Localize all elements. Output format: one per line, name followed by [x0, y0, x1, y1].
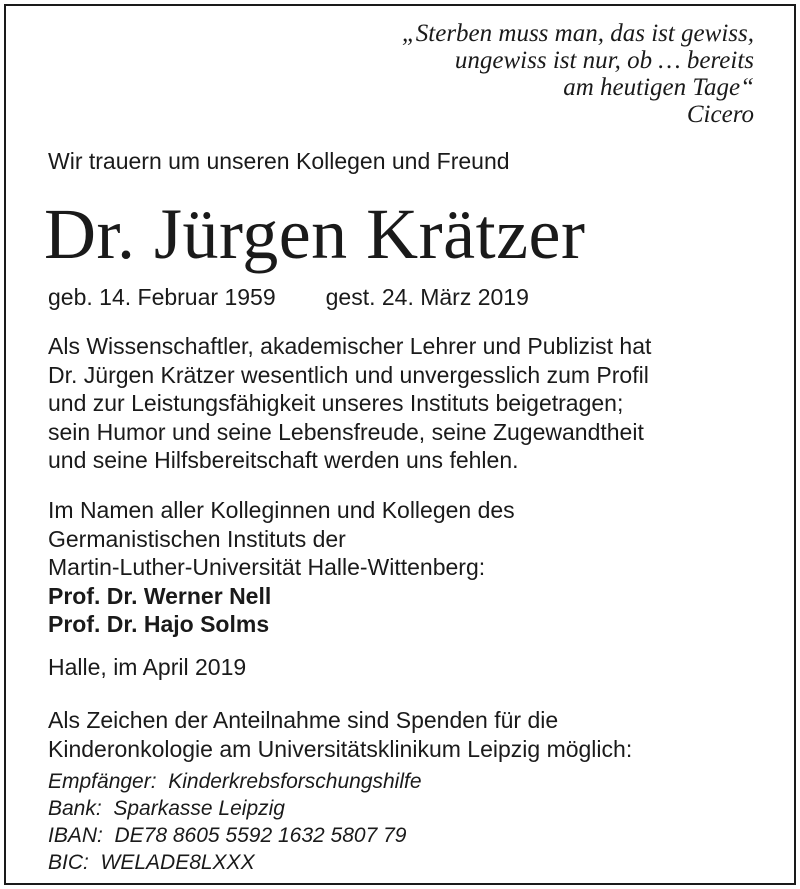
life-dates [48, 284, 529, 311]
bank-details [48, 768, 422, 876]
tribute-line: und seine Hilfsbereitschaft werden uns fehlen. [48, 447, 519, 473]
tribute-paragraph [48, 332, 651, 475]
birth-date: geb. 14. Februar 1959 [48, 284, 276, 310]
signature-line: Martin-Luther-Universität Halle-Wittenberg: [48, 554, 486, 580]
bank-bic: BIC: WELADE8LXXX [48, 851, 255, 874]
signature-line: Im Namen aller Kolleginnen und Kollegen des [48, 497, 515, 523]
intro-text: Wir trauern um unseren Kollegen und Freund [48, 148, 510, 174]
quote-line: ungewiss ist nur, ob … bereits [454, 47, 754, 74]
bank-recipient: Empfänger: Kinderkrebsforschungshilfe [48, 770, 422, 793]
death-date: gest. 24. März 2019 [325, 284, 529, 310]
epigraph-quote [402, 20, 754, 128]
signer-name: Prof. Dr. Hajo Solms [48, 611, 270, 637]
deceased-name: Dr. Jürgen Krätzer [44, 194, 586, 274]
bank-name: Bank: Sparkasse Leipzig [48, 797, 285, 820]
donation-line: Als Zeichen der Anteilnahme sind Spenden für die [48, 707, 559, 733]
donation-line: Kinderonkologie am Universitätsklinikum Leipzig möglich: [48, 735, 633, 762]
quote-line: „Sterben muss man, das ist gewiss, [401, 20, 754, 47]
obituary-notice [4, 4, 796, 885]
donation-paragraph [48, 706, 632, 763]
tribute-line: Als Wissenschaftler, akademischer Lehrer und Publizist hat [48, 333, 652, 359]
quote-author: Cicero [686, 101, 754, 128]
tribute-line: Dr. Jürgen Krätzer wesentlich und unvergesslich zum Profil [48, 361, 649, 388]
bank-iban: IBAN: DE78 8605 5592 1632 5807 79 [48, 824, 407, 847]
signature-block [48, 496, 515, 639]
place-date: Halle, im April 2019 [48, 654, 247, 680]
signature-line: Germanistischen Instituts der [48, 525, 346, 552]
tribute-line: und zur Leistungsfähigkeit unseres Instituts beigetragen; [48, 390, 624, 416]
quote-line: am heutigen Tage“ [563, 74, 754, 101]
signer-name: Prof. Dr. Werner Nell [48, 582, 272, 609]
tribute-line: sein Humor und seine Lebensfreude, seine Zugewandtheit [48, 418, 644, 445]
